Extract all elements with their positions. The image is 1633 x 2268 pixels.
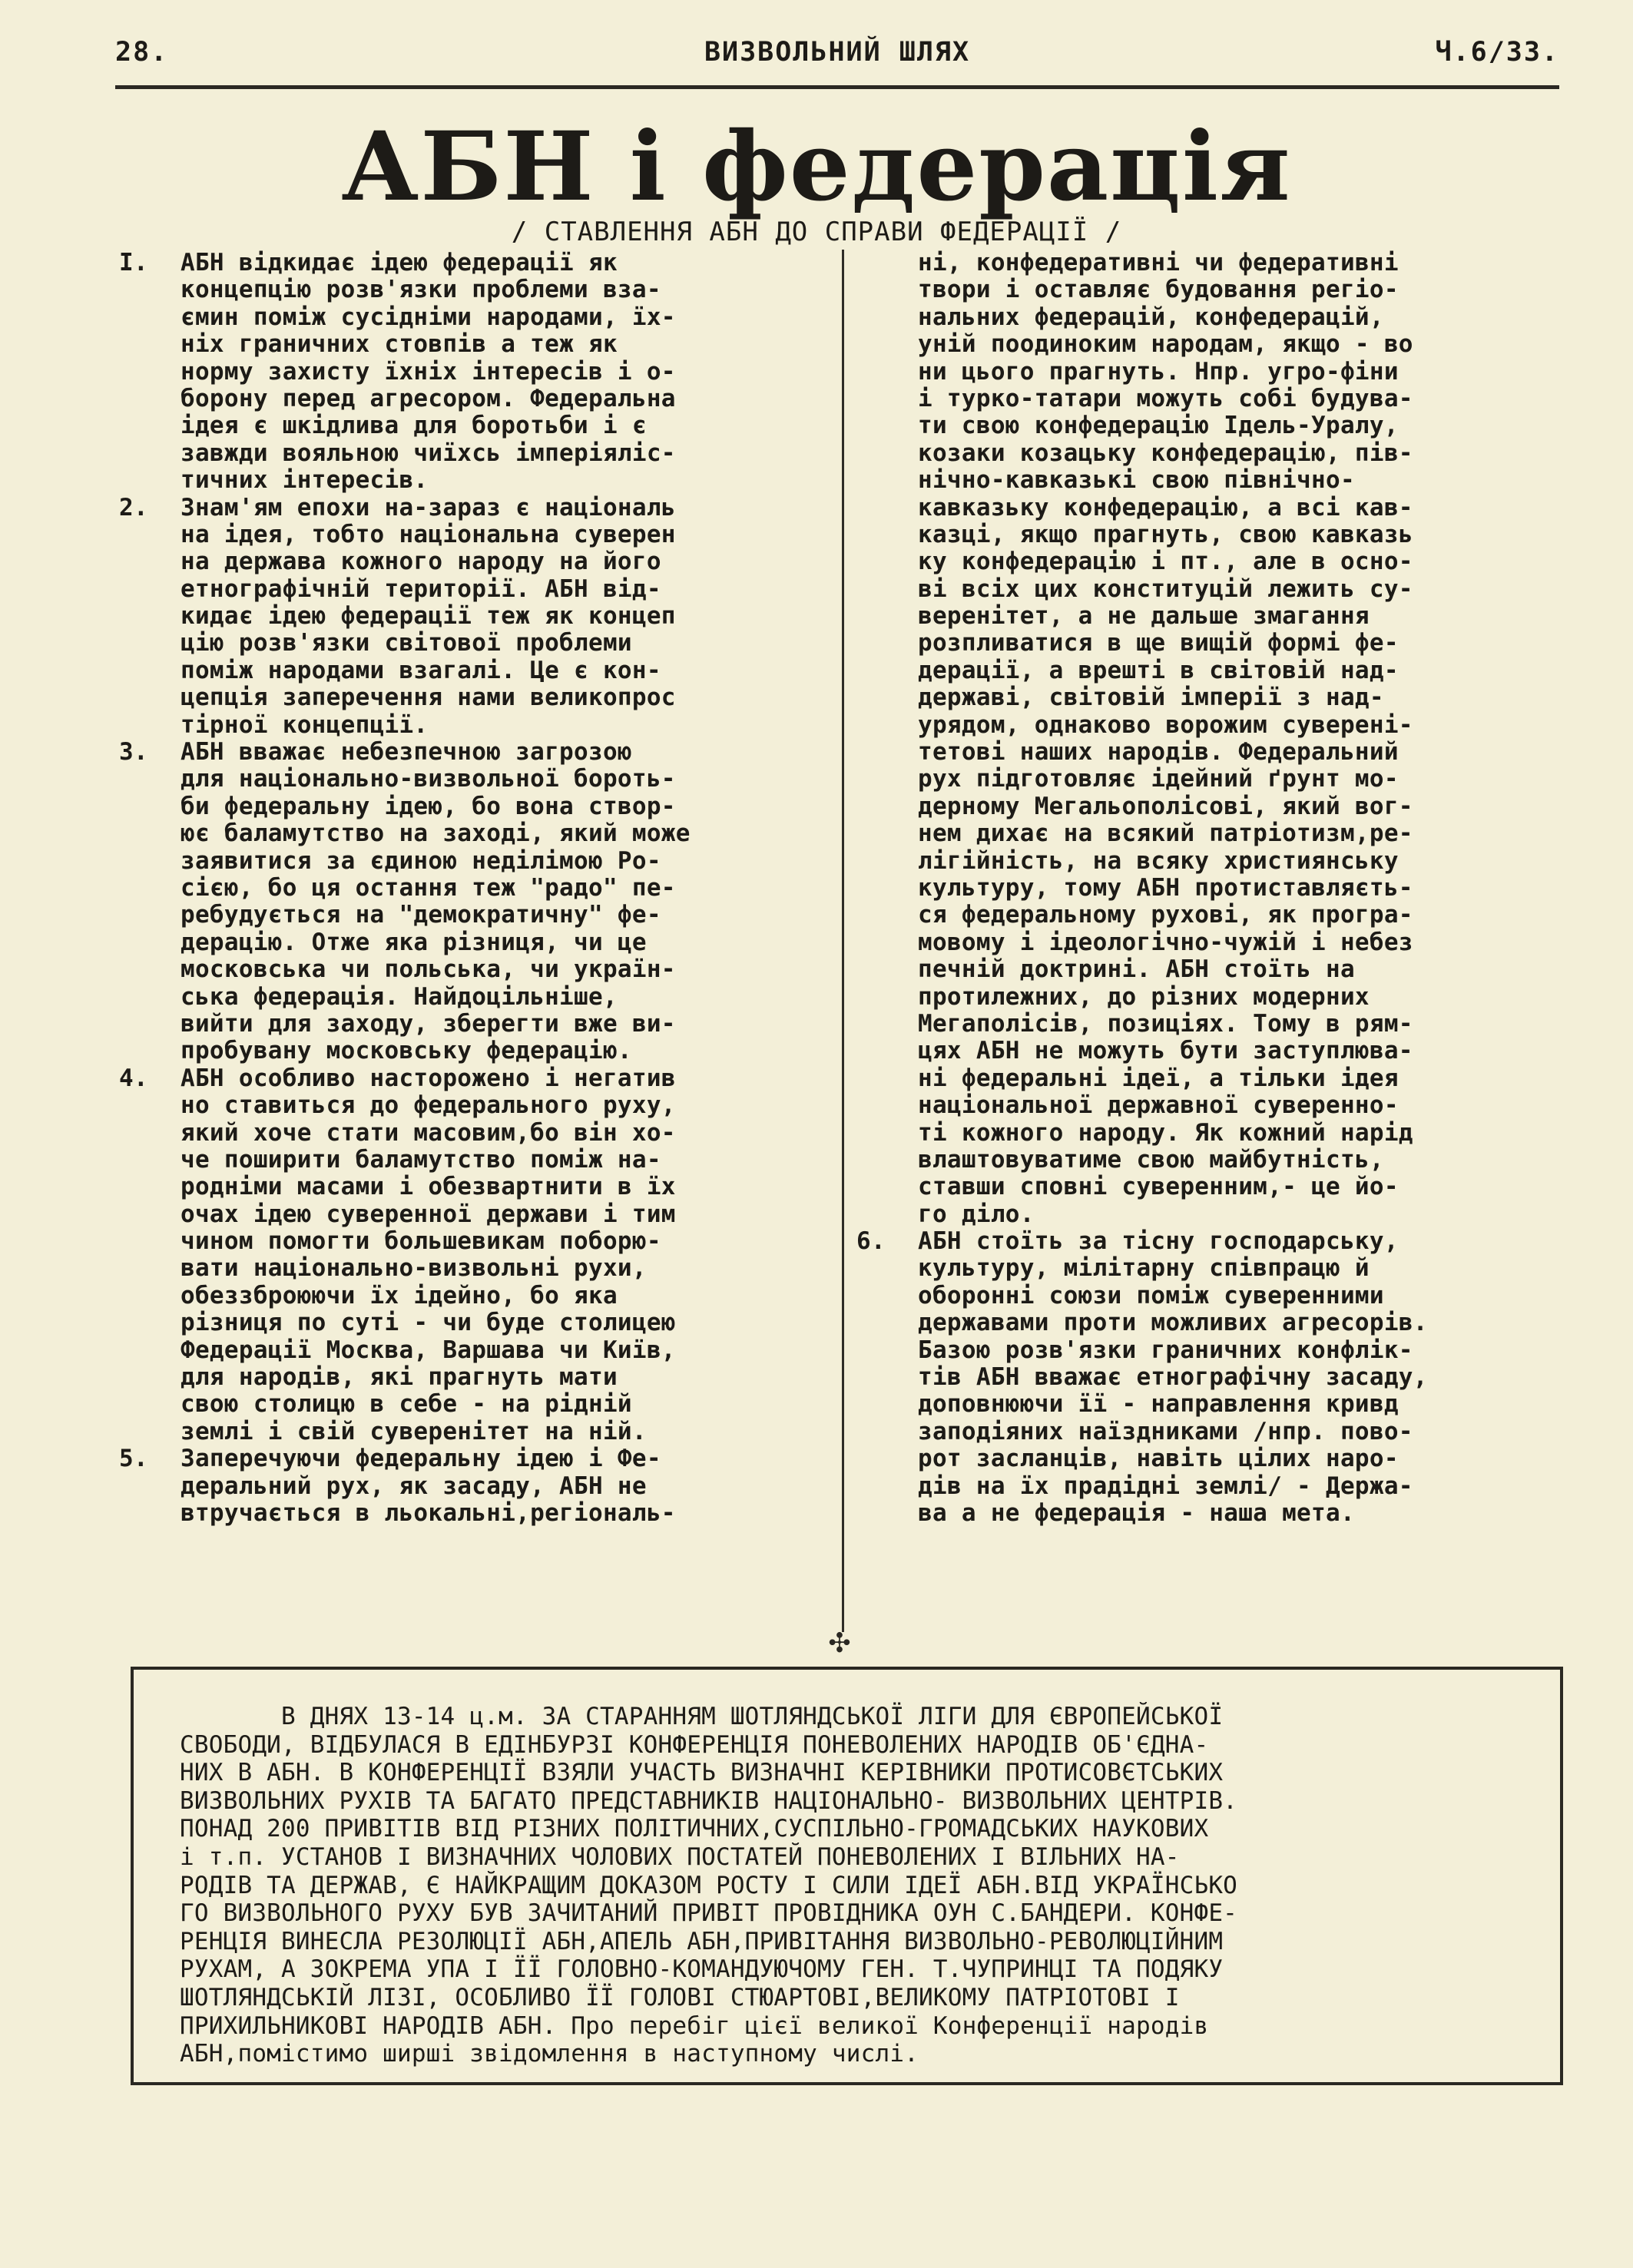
text-line bbox=[856, 603, 1571, 630]
text-line bbox=[119, 766, 833, 793]
line-text: протилежних, до різних модерних bbox=[918, 982, 1370, 1011]
text-line bbox=[119, 712, 833, 739]
text-line bbox=[119, 548, 833, 575]
article-subtitle: / СТАВЛЕННЯ АБН ДО СПРАВИ ФЕДЕРАЦІЇ / bbox=[511, 217, 1122, 247]
line-text: цях АБН не можуть бути заступлюва- bbox=[918, 1037, 1413, 1065]
line-text: тірної концепції. bbox=[181, 710, 429, 739]
text-line bbox=[856, 386, 1571, 412]
line-text: етнографічній території. АБН від- bbox=[181, 574, 661, 603]
text-line bbox=[856, 684, 1571, 711]
text-line bbox=[119, 1283, 833, 1309]
notice-box bbox=[131, 1667, 1563, 2085]
text-line bbox=[119, 630, 833, 657]
text-line bbox=[119, 1473, 833, 1500]
line-text: АБН особливо насторожено і негатив bbox=[181, 1064, 676, 1092]
text-line bbox=[856, 331, 1571, 358]
text-line bbox=[856, 359, 1571, 386]
line-text: ніх граничних стовпів а теж як bbox=[181, 330, 618, 359]
text-line bbox=[119, 1038, 833, 1064]
text-line bbox=[119, 1419, 833, 1445]
text-line bbox=[119, 440, 833, 467]
line-text: ставши сповні суверенним,- це йо- bbox=[918, 1173, 1399, 1201]
line-text: тетові наших народів. Федеральний bbox=[918, 738, 1399, 766]
text-line bbox=[856, 956, 1571, 983]
text-line bbox=[119, 848, 833, 875]
notice-line: В ДНЯХ 13-14 ц.м. ЗА СТАРАННЯМ ШОТЛЯНДСЬКОЇ ЛІГИ ДЛЯ ЄВРОПЕЙСЬКОЇ bbox=[180, 1703, 1224, 1730]
text-line bbox=[856, 1174, 1571, 1200]
text-line bbox=[856, 1092, 1571, 1119]
text-line bbox=[119, 1391, 833, 1418]
line-text: но ставиться до федерального руху, bbox=[181, 1091, 676, 1120]
text-line bbox=[119, 1445, 833, 1472]
line-text: чином помогти большевикам поборю- bbox=[181, 1227, 661, 1256]
text-line bbox=[119, 1011, 833, 1038]
line-text: пробувану московську федерацію. bbox=[181, 1037, 632, 1065]
text-line bbox=[856, 250, 1571, 276]
text-line bbox=[856, 820, 1571, 847]
line-text: тичних інтересів. bbox=[181, 466, 429, 495]
text-line bbox=[856, 1011, 1571, 1038]
line-text: поміж народами взагалі. Це є кон- bbox=[181, 656, 661, 684]
line-text: борону перед агресором. Федеральна bbox=[181, 384, 676, 412]
text-line bbox=[119, 984, 833, 1011]
line-text: концепцію розв'язки проблеми вза- bbox=[181, 276, 661, 304]
line-text: дів на їх прадідні землі/ - Держа- bbox=[918, 1472, 1413, 1500]
line-text: ні, конфедеративні чи федеративні bbox=[918, 249, 1399, 276]
text-line bbox=[119, 603, 833, 630]
line-text: нем дихає на всякий патріотизм,ре- bbox=[918, 819, 1413, 848]
line-text: АБН вважає небезпечною загрозою bbox=[181, 738, 632, 766]
line-text: національної державної суверенно- bbox=[918, 1091, 1399, 1120]
text-line bbox=[119, 412, 833, 439]
item-number: 2. bbox=[119, 493, 148, 521]
line-text: тів АБН вважає етнографічну засаду, bbox=[918, 1363, 1428, 1392]
notice-line: ПРИХИЛЬНИКОВІ НАРОДІВ АБН. Про перебіг цієї великої Конференції народів bbox=[180, 2011, 1209, 2040]
line-text: який хоче стати масовим,бо він хо- bbox=[181, 1118, 676, 1147]
article-title: АБН і федерація bbox=[341, 111, 1292, 223]
line-text: рух підготовляє ідейний ґрунт мо- bbox=[918, 765, 1399, 793]
line-text: кидає ідею федерації теж як концеп bbox=[181, 602, 676, 631]
line-text: казці, якщо прагнуть, свою кавказь bbox=[918, 520, 1413, 548]
text-line bbox=[119, 820, 833, 847]
text-line bbox=[119, 1500, 833, 1527]
line-text: державі, світовій імперії з над- bbox=[918, 684, 1384, 712]
line-text: рот засланців, навіть цілих наро- bbox=[918, 1445, 1399, 1473]
line-text: АБН відкидає ідею федерації як bbox=[181, 249, 618, 276]
line-text: на ідея, тобто національна суверен bbox=[181, 520, 676, 548]
line-text: культуру, мілітарну співпрацю й bbox=[918, 1254, 1370, 1283]
text-line bbox=[856, 1201, 1571, 1228]
notice-line: РУХАМ, А ЗОКРЕМА УПА І ЇЇ ГОЛОВНО-КОМАНДУЮЧОМУ ГЕН. Т.ЧУПРИНЦІ ТА ПОДЯКУ bbox=[180, 1955, 1224, 1984]
line-text: землі і свій суверенітет на ній. bbox=[181, 1417, 647, 1445]
text-line bbox=[856, 576, 1571, 603]
text-line bbox=[119, 1228, 833, 1255]
notice-line: НИХ В АБН. В КОНФЕРЕНЦІЇ ВЗЯЛИ УЧАСТЬ ВИЗНАЧНІ КЕРІВНИКИ ПРОТИСОВЄТСЬКИХ bbox=[180, 1759, 1224, 1787]
line-text: печній доктрині. АБН стоїть на bbox=[918, 955, 1355, 984]
text-line bbox=[856, 521, 1571, 548]
item-number: I. bbox=[119, 249, 148, 276]
text-line bbox=[856, 1364, 1571, 1391]
text-line bbox=[856, 1255, 1571, 1282]
line-text: уній поодиноким народам, якщо - во bbox=[918, 330, 1413, 359]
text-line bbox=[856, 495, 1571, 521]
text-line bbox=[119, 1120, 833, 1147]
line-text: цію розв'язки світової проблеми bbox=[181, 629, 632, 657]
line-text: козаки козацьку конфедерацію, пів- bbox=[918, 439, 1413, 467]
line-text: дерацію. Отже яка різниця, чи це bbox=[181, 928, 647, 956]
line-text: свою столицю в себе - на рідній bbox=[181, 1390, 632, 1419]
text-line bbox=[119, 1092, 833, 1119]
text-line bbox=[856, 875, 1571, 902]
line-text: норму захисту їхніх інтересів і о- bbox=[181, 357, 676, 386]
line-text: Федерації Москва, Варшава чи Київ, bbox=[181, 1336, 676, 1364]
text-line bbox=[119, 1364, 833, 1391]
line-text: ті кожного народу. Як кожний нарід bbox=[918, 1118, 1413, 1147]
line-text: вати національно-визвольні рухи, bbox=[181, 1254, 647, 1283]
line-text: дерному Мегальополісові, який вог- bbox=[918, 792, 1413, 820]
line-text: мовому і ідеологічно-чужій і небез bbox=[918, 928, 1413, 956]
line-text: ідея є шкідлива для боротьби і є bbox=[181, 412, 647, 440]
text-line bbox=[119, 304, 833, 331]
text-line bbox=[856, 1500, 1571, 1527]
text-line bbox=[856, 1283, 1571, 1309]
text-line bbox=[119, 875, 833, 902]
page-number: 28. bbox=[115, 37, 169, 68]
line-text: Базою розв'язки граничних конфлік- bbox=[918, 1336, 1413, 1364]
line-text: ся федеральному рухові, як програ- bbox=[918, 901, 1413, 929]
text-line bbox=[119, 359, 833, 386]
line-text: для національно-визвольної бороть- bbox=[181, 765, 676, 793]
line-text: цепція заперечення нами великопрос bbox=[181, 684, 676, 712]
text-line bbox=[119, 956, 833, 983]
notice-line: РОДІВ ТА ДЕРЖАВ, Є НАЙКРАЩИМ ДОКАЗОМ РОСТУ І СИЛИ ІДЕЇ АБН.ВІД УКРАЇНСЬКО bbox=[180, 1871, 1238, 1899]
text-line bbox=[856, 548, 1571, 575]
text-line bbox=[856, 657, 1571, 684]
line-text: деральний рух, як засаду, АБН не bbox=[181, 1472, 647, 1500]
line-text: втручається в льокальні,регіональ- bbox=[181, 1498, 676, 1527]
notice-line: ГО ВИЗВОЛЬНОГО РУХУ БУВ ЗАЧИТАНИЙ ПРИВІТ ПРОВІДНИКА ОУН С.БАНДЕРИ. КОНФЕ- bbox=[180, 1899, 1238, 1928]
line-text: лігійність, на всяку християнську bbox=[918, 846, 1399, 875]
text-line bbox=[856, 1065, 1571, 1092]
line-text: розпливатися в ще вищій формі фе- bbox=[918, 629, 1399, 657]
text-line bbox=[119, 1174, 833, 1200]
line-text: нічно-кавказькі свою північно- bbox=[918, 466, 1355, 495]
text-line bbox=[119, 1065, 833, 1092]
line-text: ємин поміж сусідніми народами, їх- bbox=[181, 303, 676, 331]
text-line bbox=[856, 412, 1571, 439]
text-line bbox=[119, 250, 833, 276]
text-line bbox=[856, 1391, 1571, 1418]
text-line bbox=[119, 1255, 833, 1282]
notice-line: ВИЗВОЛЬНИХ РУХІВ ТА БАГАТО ПРЕДСТАВНИКІВ НАЦІОНАЛЬНО- ВИЗВОЛЬНИХ ЦЕНТРІВ. bbox=[180, 1786, 1238, 1815]
text-line bbox=[856, 1228, 1571, 1255]
line-text: культуру, тому АБН протиставляєть- bbox=[918, 873, 1413, 902]
notice-line: РЕНЦІЯ ВИНЕСЛА РЕЗОЛЮЦІЇ АБН,АПЕЛЬ АБН,ПРИВІТАННЯ ВИЗВОЛЬНО-РЕВОЛЮЦІЙНИМ bbox=[180, 1927, 1224, 1955]
header-rule bbox=[115, 85, 1559, 89]
line-text: заявитися за єдиною неділімою Ро- bbox=[181, 846, 661, 875]
line-text: Знам'ям епохи на-зараз є національ bbox=[181, 493, 676, 521]
line-text: твори і оставляє будовання регіо- bbox=[918, 276, 1399, 304]
page-header bbox=[115, 31, 1559, 69]
line-text: ти свою конфедерацію Ідель-Уралу, bbox=[918, 412, 1399, 440]
line-text: веренітет, а не дальше змагання bbox=[918, 602, 1370, 631]
line-text: ська федерація. Найдоцільніше, bbox=[181, 982, 618, 1011]
line-text: нальних федерацій, конфедерацій, bbox=[918, 303, 1384, 331]
text-line bbox=[119, 1337, 833, 1364]
text-line bbox=[119, 576, 833, 603]
text-line bbox=[119, 1147, 833, 1174]
journal-name: ВИЗВОЛЬНИЙ ШЛЯХ bbox=[704, 37, 971, 68]
line-text: доповнюючи її - направлення кривд bbox=[918, 1390, 1399, 1419]
line-text: оборонні союзи поміж суверенними bbox=[918, 1281, 1384, 1309]
notice-line: ПОНАД 200 ПРИВІТІВ ВІД РІЗНИХ ПОЛІТИЧНИХ,СУСПІЛЬНО-ГРОМАДСЬКИХ НАУКОВИХ bbox=[180, 1815, 1209, 1843]
line-text: очах ідею суверенної держави і тим bbox=[181, 1200, 676, 1228]
text-line bbox=[856, 1419, 1571, 1445]
line-text: ни цього прагнуть. Нпр. угро-фіни bbox=[918, 357, 1399, 386]
text-line bbox=[856, 630, 1571, 657]
line-text: на держава кожного народу на його bbox=[181, 548, 661, 576]
text-line bbox=[119, 276, 833, 303]
line-text: урядом, однаково ворожим суверені- bbox=[918, 710, 1413, 739]
line-text: АБН стоїть за тісну господарську, bbox=[918, 1227, 1399, 1256]
notice-line: ШОТЛЯНДСЬКІЙ ЛІЗІ, ОСОБЛИВО ЇЇ ГОЛОВІ СТЮАРТОВІ,ВЕЛИКОМУ ПАТРІОТОВІ І bbox=[180, 1983, 1180, 2011]
text-line bbox=[856, 1120, 1571, 1147]
item-number: 4. bbox=[119, 1064, 148, 1092]
text-line bbox=[856, 304, 1571, 331]
text-line bbox=[856, 1309, 1571, 1336]
text-line bbox=[119, 684, 833, 711]
text-line bbox=[119, 331, 833, 358]
line-text: ві всіх цих конституцій лежить су- bbox=[918, 574, 1413, 603]
text-line bbox=[856, 848, 1571, 875]
text-line bbox=[856, 440, 1571, 467]
line-text: ні федеральні ідеї, а тільки ідея bbox=[918, 1064, 1399, 1092]
text-line bbox=[119, 657, 833, 684]
column-divider bbox=[842, 250, 844, 1632]
text-line bbox=[856, 1038, 1571, 1064]
cross-flourish-icon: ✣ bbox=[829, 1619, 850, 1660]
line-text: московська чи польська, чи україн- bbox=[181, 955, 676, 984]
text-line bbox=[119, 739, 833, 766]
text-line bbox=[856, 902, 1571, 929]
item-number: 3. bbox=[119, 738, 148, 766]
line-text: родніми масами і обезвартнити в їх bbox=[181, 1173, 676, 1201]
line-text: ює баламутство на заході, який може bbox=[181, 819, 691, 848]
line-text: заподіяних наїздниками /нпр. пово- bbox=[918, 1417, 1413, 1445]
text-line bbox=[119, 1309, 833, 1336]
line-text: влаштовуватиме свою майбутність, bbox=[918, 1145, 1384, 1174]
right-column bbox=[856, 250, 1571, 1527]
line-text: сією, бо ця остання теж "радо" пе- bbox=[181, 873, 676, 902]
line-text: для народів, які прагнуть мати bbox=[181, 1363, 618, 1392]
text-line bbox=[119, 902, 833, 929]
line-text: вийти для заходу, зберегти вже ви- bbox=[181, 1009, 676, 1038]
item-number: 5. bbox=[119, 1445, 148, 1473]
line-text: ребудується на "демократичну" фе- bbox=[181, 901, 661, 929]
line-text: Заперечуючи федеральну ідею і Фе- bbox=[181, 1445, 661, 1473]
text-line bbox=[856, 793, 1571, 820]
notice-line: і т.п. УСТАНОВ І ВИЗНАЧНИХ ЧОЛОВИХ ПОСТАТЕЙ ПОНЕВОЛЕНИХ І ВІЛЬНИХ НА- bbox=[180, 1843, 1180, 1871]
line-text: кавказьку конфедерацію, а всі кав- bbox=[918, 493, 1413, 521]
text-line bbox=[856, 929, 1571, 956]
issue-number: Ч.6/33. bbox=[1435, 37, 1559, 68]
text-line bbox=[119, 929, 833, 956]
text-line bbox=[119, 467, 833, 494]
text-line bbox=[119, 495, 833, 521]
text-line bbox=[856, 766, 1571, 793]
notice-line: АБН,помістимо ширші звідомлення в наступному числі. bbox=[180, 2040, 919, 2068]
line-text: Мегаполісів, позиціях. Тому в рям- bbox=[918, 1009, 1413, 1038]
text-line bbox=[856, 712, 1571, 739]
text-line bbox=[856, 1473, 1571, 1500]
left-column bbox=[119, 250, 833, 1527]
text-line bbox=[119, 521, 833, 548]
line-text: го діло. bbox=[918, 1200, 1035, 1228]
text-line bbox=[856, 1445, 1571, 1472]
line-text: че поширити баламутство поміж на- bbox=[181, 1145, 661, 1174]
text-line bbox=[119, 1201, 833, 1228]
text-line bbox=[856, 1337, 1571, 1364]
line-text: завжди вояльною чиїхсь імперіяліс- bbox=[181, 439, 676, 467]
line-text: ку конфедерацію і пт., але в осно- bbox=[918, 548, 1413, 576]
text-line bbox=[856, 467, 1571, 494]
text-line bbox=[856, 739, 1571, 766]
notice-line: СВОБОДИ, ВІДБУЛАСЯ В ЕДІНБУРЗІ КОНФЕРЕНЦІЯ ПОНЕВОЛЕНИХ НАРОДІВ ОБ'ЄДНА- bbox=[180, 1730, 1209, 1759]
line-text: би федеральну ідею, бо вона створ- bbox=[181, 792, 676, 820]
line-text: обеззброюючи їх ідейно, бо яка bbox=[181, 1281, 618, 1309]
text-line bbox=[856, 276, 1571, 303]
text-line bbox=[856, 1147, 1571, 1174]
text-line bbox=[856, 984, 1571, 1011]
line-text: і турко-татари можуть собі будува- bbox=[918, 384, 1413, 412]
text-line bbox=[119, 386, 833, 412]
line-text: дерації, а врешті в світовій над- bbox=[918, 656, 1399, 684]
notice-text bbox=[180, 1703, 1547, 2068]
text-line bbox=[119, 793, 833, 820]
line-text: ва а не федерація - наша мета. bbox=[918, 1498, 1355, 1527]
line-text: державами проти можливих агресорів. bbox=[918, 1309, 1428, 1337]
line-text: різниця по суті - чи буде столицею bbox=[181, 1309, 676, 1337]
item-number: 6. bbox=[856, 1227, 886, 1256]
